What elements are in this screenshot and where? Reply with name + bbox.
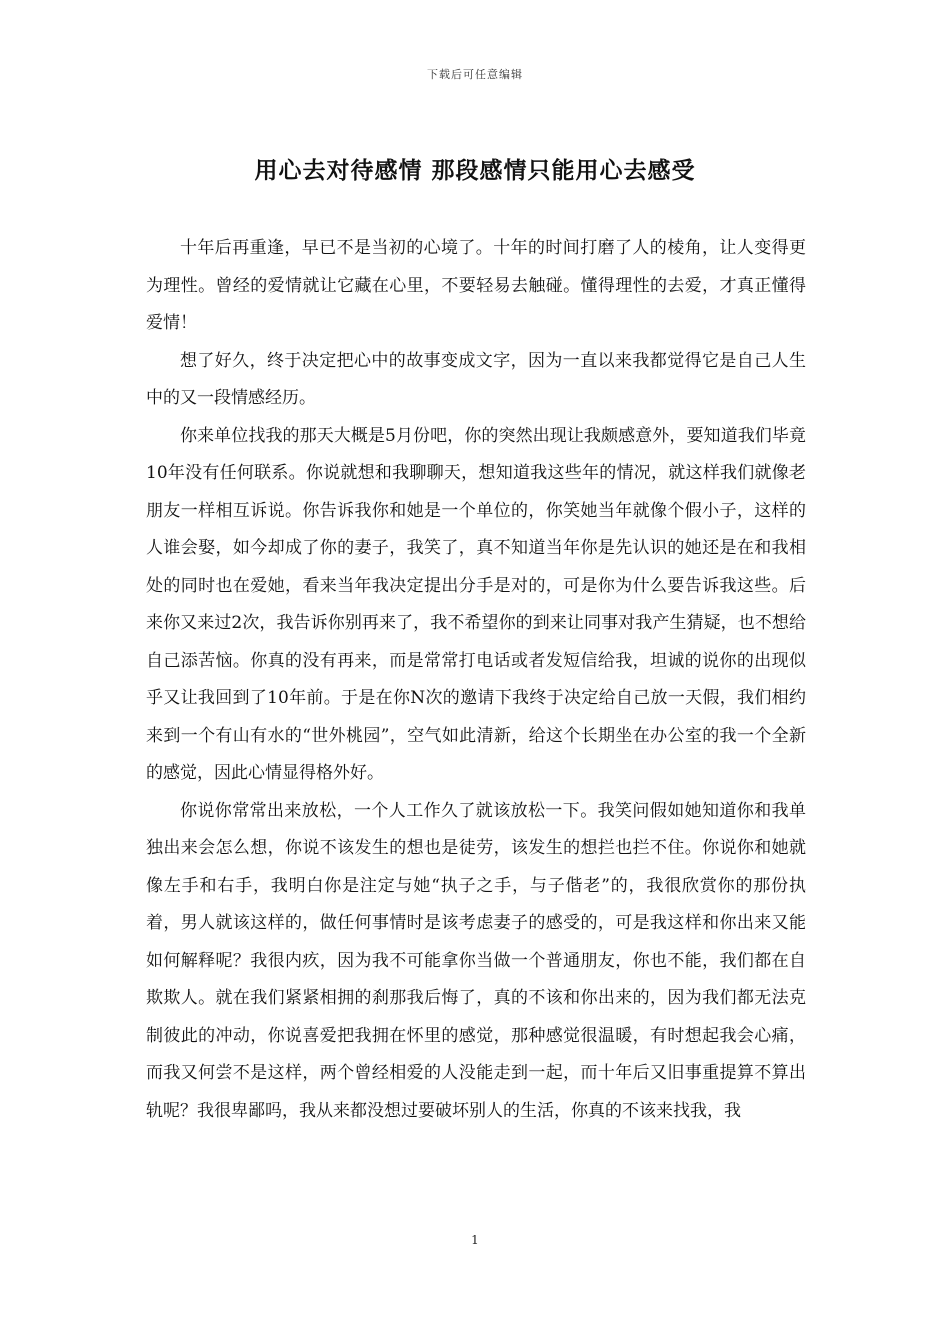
paragraph-2: 想了好久，终于决定把心中的故事变成文字，因为一直以来我都觉得它是自己人生中的又一段情感经历。 bbox=[146, 350, 806, 408]
paragraph-1: 十年后再重逢，早已不是当初的心境了。十年的时间打磨了人的棱角，让人变得更为理性。曾经的爱情就让它藏在心里，不要轻易去触碰。懂得理性的去爱，才真正懂得爱情！ bbox=[146, 238, 806, 333]
header-note: 下载后可任意编辑 bbox=[427, 68, 523, 81]
paragraph-4: 你说你常常出来放松，一个人工作久了就该放松一下。我笑问假如她知道你和我单独出来会怎么想，你说不该发生的想也是徒劳，该发生的想拦也拦不住。你说你和她就像左手和右手，我明白你是注定与她“执子之手，与子偕老”的，我很欣赏你的那份执着，男人就该这样的，做任何事情时是该考虑妻子的感受的，可是我这样和你出来又能如何解释呢？我很内疚，因为我不可能拿你当做一个普通朋友，你也不能，我们都在自欺欺人。就在我们紧紧相拥的刹那我后悔了，真的不该和你出来的，因为我们都无法克制彼此的冲动，你说喜爱把我拥在怀里的感觉，那种感觉很温暖，有时想起我会心痛，而我又何尝不是这样，两个曾经相爱的人没能走到一起，而十年后又旧事重提算不算出轨呢？我很卑鄙吗，我从来都没想过要破坏别人的生活，你真的不该来找我，我 bbox=[146, 800, 806, 1121]
document-body bbox=[146, 230, 806, 1130]
page-number: 1 bbox=[471, 1233, 479, 1247]
document-title: 用心去对待感情 那段感情只能用心去感受 bbox=[254, 158, 696, 184]
paragraph-3: 你来单位找我的那天大概是5月份吧，你的突然出现让我颇感意外，要知道我们毕竟10年没有任何联系。你说就想和我聊聊天，想知道我这些年的情况，就这样我们就像老朋友一样相互诉说。你告诉我你和她是一个单位的，你笑她当年就像个假小子，这样的人谁会娶，如今却成了你的妻子，我笑了，真不知道当年你是先认识的她还是在和我相处的同时也在爱她，看来当年我决定提出分手是对的，可是你为什么要告诉我这些。后来你又来过2次，我告诉你别再来了，我不希望你的到来让同事对我产生猜疑，也不想给自己添苦恼。你真的没有再来，而是常常打电话或者发短信给我，坦诚的说你的出现似乎又让我回到了10年前。于是在你N次的邀请下我终于决定给自己放一天假，我们相约来到一个有山有水的“世外桃园”，空气如此清新，给这个长期坐在办公室的我一个全新的感觉，因此心情显得格外好。 bbox=[146, 425, 806, 783]
